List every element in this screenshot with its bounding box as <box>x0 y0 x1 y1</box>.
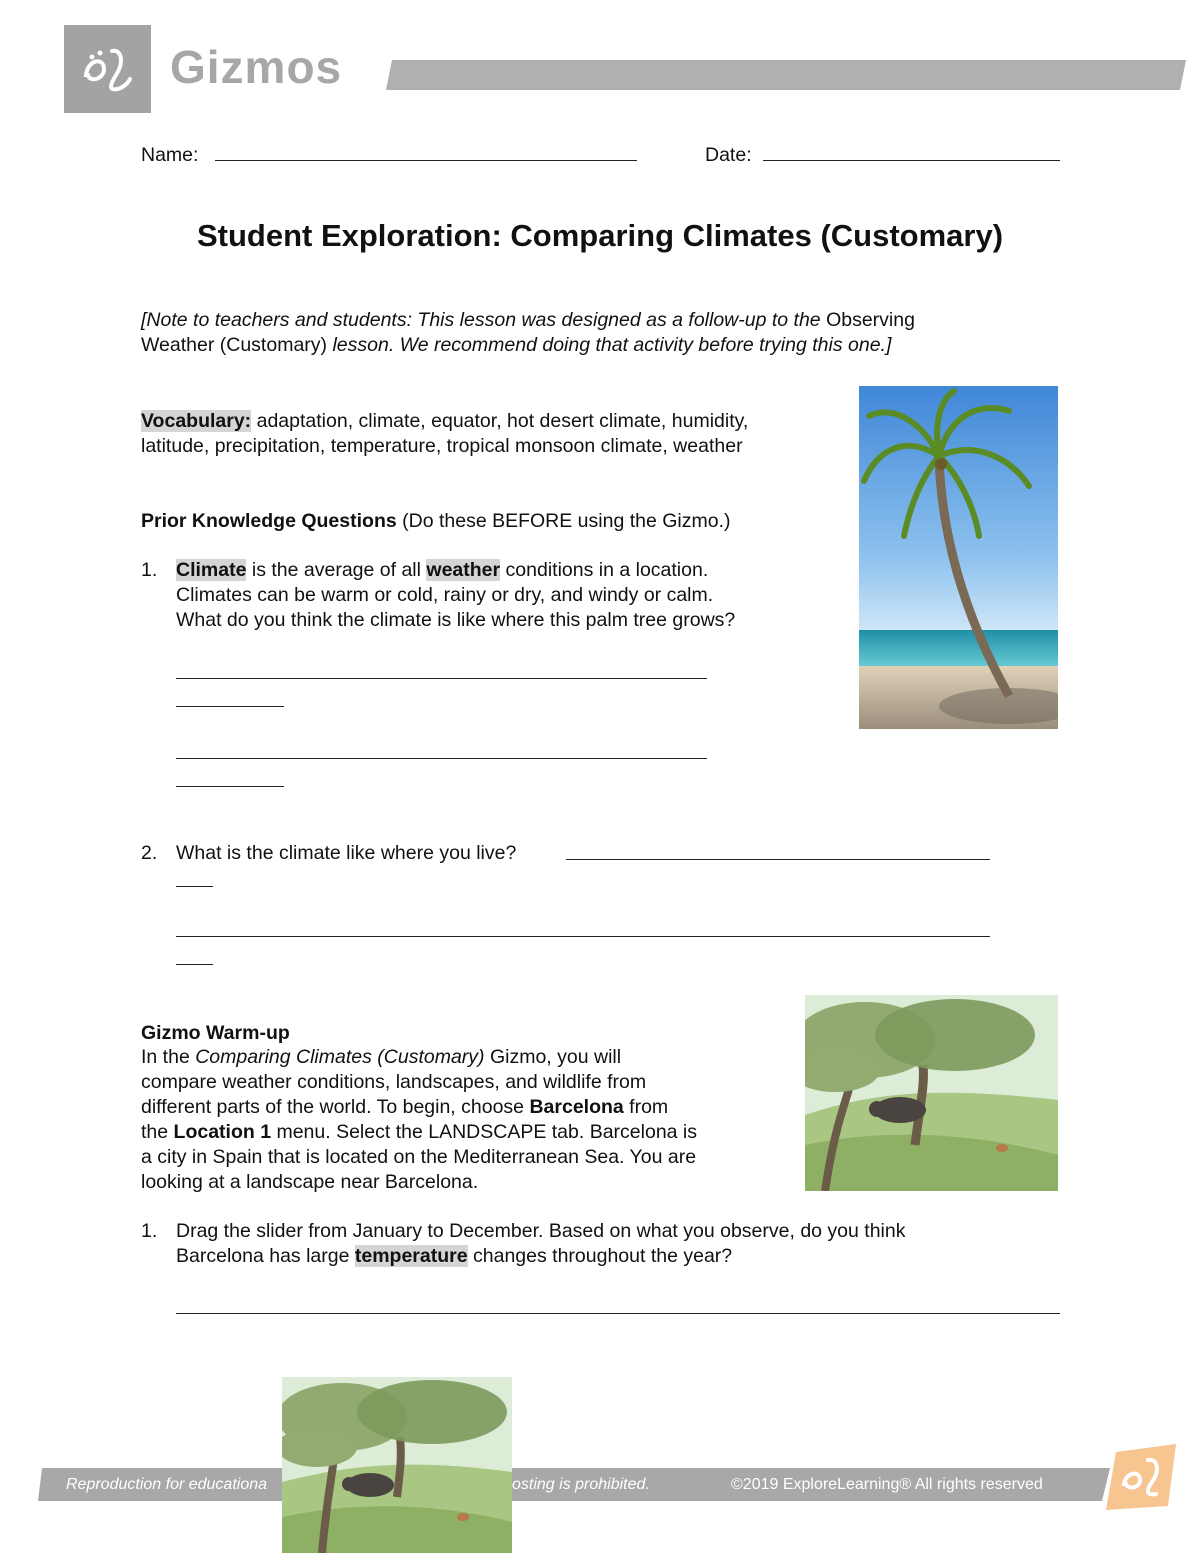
question-number: 1. <box>141 1220 158 1242</box>
prior-q1-line-3: What do you think the climate is like where this palm tree grows? <box>176 609 736 631</box>
warmup-line-3 <box>141 1095 668 1120</box>
answer-line[interactable] <box>176 886 213 887</box>
brand-name: Gizmos <box>170 41 343 93</box>
footer-copyright: ©2019 ExploreLearning® All rights reserved <box>731 1476 1043 1493</box>
vocabulary-label: Vocabulary: <box>141 410 252 432</box>
answer-line[interactable] <box>176 678 707 679</box>
note-lesson-name-2: Weather (Customary) <box>141 334 328 356</box>
warmup-line-5: a city in Spain that is located on the Mediterranean Sea. You are <box>141 1146 697 1168</box>
header-bar <box>386 60 1186 90</box>
explorelearning-el-icon <box>78 45 138 95</box>
date-field[interactable] <box>763 160 1060 161</box>
gizmos-logo <box>64 25 151 113</box>
warmup-heading <box>141 1021 290 1046</box>
question-number: 1. <box>141 559 158 581</box>
warmup-text: In the <box>141 1046 190 1068</box>
question-number: 2. <box>141 842 158 864</box>
prior-heading-label: Prior Knowledge Questions <box>141 510 397 532</box>
date-label: Date: <box>705 144 752 166</box>
note-italic-1: [Note to teachers and students: This lesson was designed as a follow-up to the <box>141 309 821 331</box>
answer-line[interactable] <box>176 706 284 707</box>
gizmo-name: Comparing Climates (Customary) <box>195 1046 485 1068</box>
warmup-line-4 <box>141 1120 697 1145</box>
answer-line[interactable] <box>566 859 990 860</box>
location-1-menu: Location 1 <box>173 1121 272 1143</box>
answer-line[interactable] <box>176 936 990 937</box>
prior-q1-line-1 <box>176 558 708 583</box>
warmup-q1-text-b: changes throughout the year? <box>473 1245 733 1267</box>
vocabulary-terms-1: adaptation, climate, equator, hot desert climate, humidity, <box>256 410 749 432</box>
prior-knowledge-heading <box>141 509 731 534</box>
name-field[interactable] <box>215 160 637 161</box>
note-line-2 <box>141 333 891 358</box>
warmup-text: Gizmo, you will <box>489 1046 622 1068</box>
note-italic-2: lesson. We recommend doing that activity before trying this one.] <box>332 334 892 356</box>
warmup-q1-line-1: Drag the slider from January to December. Based on what you observe, do you think <box>176 1220 906 1242</box>
prior-q1-text-a: is the average of all <box>251 559 421 581</box>
location-barcelona: Barcelona <box>529 1096 624 1118</box>
name-label: Name: <box>141 144 199 166</box>
warmup-line-1 <box>141 1045 621 1070</box>
prior-q2-text: What is the climate like where you live? <box>176 842 517 864</box>
barcelona-landscape-image-2 <box>282 1377 512 1553</box>
note-lesson-name-1: Observing <box>826 309 915 331</box>
warmup-line-6: looking at a landscape near Barcelona. <box>141 1171 479 1193</box>
footer-posting-text: osting is prohibited. <box>512 1476 650 1493</box>
palm-tree-photo <box>859 386 1058 729</box>
explorelearning-footer-icon <box>1106 1444 1178 1510</box>
prior-q1-text-b: conditions in a location. <box>505 559 709 581</box>
barcelona-landscape-image <box>805 995 1058 1191</box>
warmup-heading-text: Gizmo Warm-up <box>141 1022 290 1044</box>
warmup-text: menu. Select the LANDSCAPE tab. Barcelona is <box>276 1121 698 1143</box>
warmup-line-2: compare weather conditions, landscapes, and wildlife from <box>141 1071 647 1093</box>
warmup-text: different parts of the world. To begin, choose <box>141 1096 525 1118</box>
answer-line[interactable] <box>176 758 707 759</box>
warmup-text: from <box>629 1096 669 1118</box>
prior-q1-line-2: Climates can be warm or cold, rainy or dry, and windy or calm. <box>176 584 714 606</box>
term-climate: Climate <box>176 559 247 581</box>
term-temperature: temperature <box>354 1245 468 1267</box>
vocabulary-terms-2: latitude, precipitation, temperature, tropical monsoon climate, weather <box>141 435 743 457</box>
footer-reproduction-text: Reproduction for educationa <box>66 1476 268 1493</box>
warmup-q1-text-a: Barcelona has large <box>176 1245 350 1267</box>
answer-line[interactable] <box>176 1313 1060 1314</box>
warmup-text: the <box>141 1121 169 1143</box>
note-line-1 <box>141 308 915 333</box>
answer-line[interactable] <box>176 964 213 965</box>
prior-heading-note: (Do these BEFORE using the Gizmo.) <box>402 510 731 532</box>
vocabulary-line-1 <box>141 409 748 434</box>
term-weather: weather <box>426 559 501 581</box>
page-title: Student Exploration: Comparing Climates (Customary) <box>196 218 1004 253</box>
warmup-q1-line-2 <box>176 1244 732 1269</box>
answer-line[interactable] <box>176 786 284 787</box>
